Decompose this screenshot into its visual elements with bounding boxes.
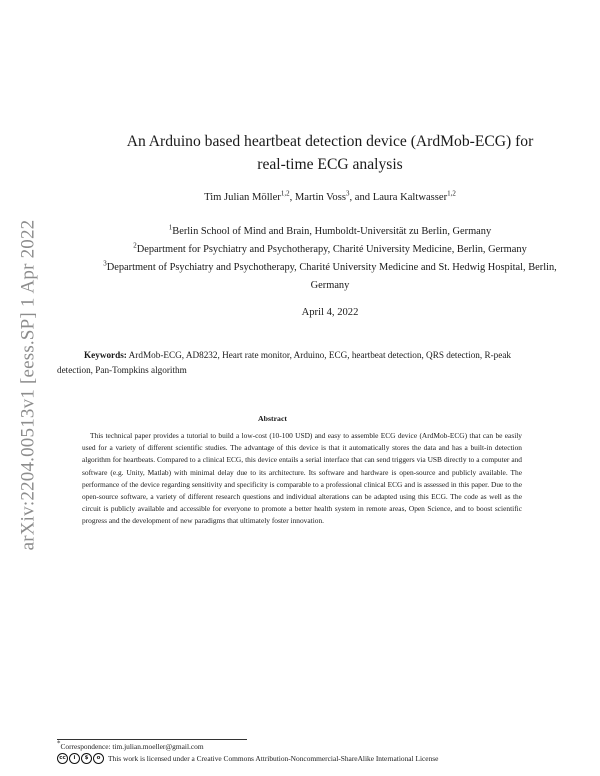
keywords-text: ArdMob-ECG, AD8232, Heart rate monitor, Arduino, ECG, heartbeat detection, QRS detection, R-peak detection, Pan-Tompkins algorithm — [57, 350, 512, 375]
footnote-correspondence — [57, 739, 557, 751]
title-line-1: An Arduino based heartbeat detection device (ArdMob-ECG) for — [126, 133, 534, 150]
footnote-divider — [57, 739, 247, 740]
keywords-label: Keywords: — [84, 350, 127, 360]
abstract-heading: Abstract — [257, 414, 287, 423]
affiliation-item: $^3$Department of Psychiatry and Psychotherapy, Charité University Medicine and St. Hedwig Hospital, Berlin, Germany — [103, 259, 557, 291]
author-name: Tim Julian Möller — [204, 192, 281, 203]
affiliation-item: $^1$Berlin School of Mind and Brain, Humboldt-Universität zu Berlin, Germany — [168, 223, 492, 237]
keywords-section — [57, 348, 547, 378]
cc-license-badge — [57, 753, 105, 764]
footnote-mark: * — [57, 739, 61, 748]
abstract-body: This technical paper provides a tutorial to build a low-cost (10-100 USD) and easy to assemble ECG device (ArdMob-ECG) that can be easily used for a variety of different scientific studies. The advantage of this device is that it automatically stores the data and has a built-in detection algorithm for heartbeats. Compared to a clinical ECG, this device entails a serial interface that can send triggers via USB directly to a computer and software (e.g. Unity, Matlab) with minimal delay due to its architecture. Its software and hardware is open-source and publicly available. The performance of the device regarding sensitivity and specificity is comparable to a professional clinical ECG and is assessed in this paper. Due to the open-source software, a variety of different research questions and individual alterations can be adapted using this ECG. The code as well as the circuit is publicly available and accessible for everyone to promote a better health system in remote areas, Open Science, and to boost scientific progress and the development of new paradigms that ultimately foster innovation. — [82, 431, 522, 526]
author-name: Laura Kaltwasser — [372, 192, 448, 203]
attribution-icon: i — [69, 753, 80, 764]
affiliation-list — [60, 223, 600, 295]
cc-icon: cc — [57, 753, 68, 764]
author-name: Martin Voss — [294, 192, 346, 203]
correspondence-text: Correspondence: tim.julian.moeller@gmail.com — [60, 742, 204, 751]
noncommercial-icon: $ — [81, 753, 92, 764]
author-affiliation-mark: 1,2 — [280, 189, 290, 198]
arxiv-identifier-stamp — [6, 200, 50, 570]
author-affiliation-mark: 3 — [345, 189, 350, 198]
affiliation-item: $^2$Department for Psychiatry and Psychotherapy, Charité University Medicine, Berlin, Germany — [133, 241, 527, 255]
license-text: This work is licensed under a Creative Commons Attribution-Noncommercial-ShareAlike International License — [108, 754, 439, 763]
footnote-license — [57, 753, 557, 764]
publication-date: April 4, 2022 — [301, 307, 359, 318]
arxiv-identifier-text: arXiv:2204.00513v1 [eess.SP] 1 Apr 2022 — [17, 219, 39, 551]
sharealike-icon: o — [93, 753, 104, 764]
author-affiliation-mark: 1,2 — [447, 189, 456, 198]
author-list: Tim Julian Möller$^{1,2}$, Martin Voss$^3$, and Laura Kaltwasser$^{1,2}$ — [204, 189, 456, 203]
paper-title — [60, 130, 600, 176]
title-line-2: real-time ECG analysis — [257, 156, 403, 173]
